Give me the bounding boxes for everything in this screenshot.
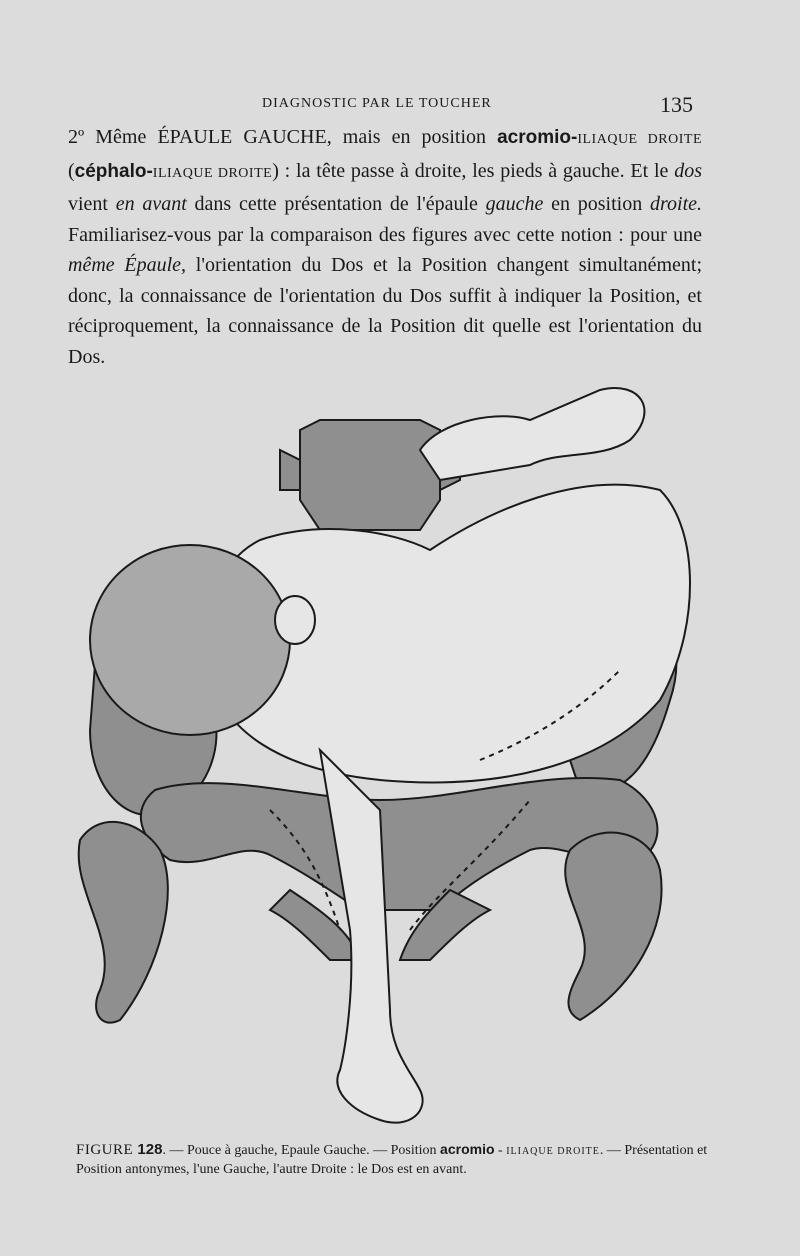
text-run-iliaque: ILIAQUE DROITE — [577, 132, 703, 147]
text-run: , mais en position — [326, 126, 498, 148]
text-run-italic: en avant — [115, 193, 187, 215]
text-run: 2º Même — [68, 126, 158, 148]
text-run-cephalo: céphalo- — [74, 160, 153, 182]
figure-illustration — [60, 370, 740, 1150]
running-head — [0, 92, 800, 116]
body-paragraph — [68, 122, 702, 372]
text-run: ) : la tête passe à droite, les pieds à gauche. Et le — [272, 159, 675, 182]
caption-iliaque: ILIAQUE DROITE — [506, 1146, 600, 1157]
text-run: , l'orientation du Dos et la Position changent simultanément; donc, la connaissance de l'orientation du Dos suffit à indiquer la Position, et réciproquement, la connaissance de la Position dit quelle est l'orientation du Dos. — [68, 254, 703, 368]
caption-acromio: acromio — [440, 1141, 495, 1157]
text-run: Familiarisez-vous par la comparaison des figures avec cette notion : pour une — [68, 223, 702, 246]
page-number: 135 — [660, 92, 693, 117]
caption-text: . — Présentation et Position antonymes, l'une Gauche, l'autre Droite : le Dos est en avant. — [76, 1143, 708, 1177]
text-run-epaule: ÉPAULE GAUCHE — [157, 126, 327, 148]
text-run-acromio: acromio- — [497, 127, 578, 148]
text-run: vient — [68, 193, 116, 215]
text-run-italic: dos — [674, 159, 702, 182]
running-title: DIAGNOSTIC PAR LE TOUCHER — [262, 96, 492, 111]
text-run-italic: gauche — [485, 193, 544, 215]
figure-caption — [76, 1140, 726, 1179]
text-run-iliaque: ILIAQUE DROITE — [152, 165, 273, 181]
caption-figure-number: 128 — [137, 1141, 163, 1158]
text-run: ( — [68, 159, 75, 182]
caption-text: . — Pouce à gauche, Epaule Gauche. — Position — [162, 1143, 441, 1158]
text-run: dans cette présentation de l'épaule — [186, 193, 486, 215]
caption-figure-label: FIGURE — [76, 1142, 138, 1158]
caption-text: - — [494, 1143, 507, 1158]
text-run-italic: même Épaule — [68, 254, 182, 276]
fetus-pelvis-illustration — [60, 370, 740, 1150]
text-run: en position — [543, 193, 650, 215]
text-run-italic: droite. — [649, 193, 702, 215]
